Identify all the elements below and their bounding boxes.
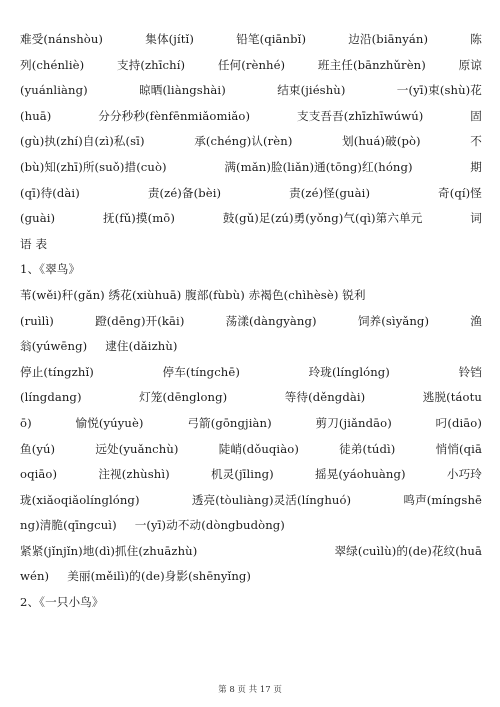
vocab-entry: 铃铛 [458, 364, 482, 379]
vocab-entry: 玲珑(línglóng) [308, 364, 390, 379]
vocab-entry: 责(zé)备(bèi) [147, 185, 222, 200]
text-line [20, 411, 482, 437]
vocab-entry: 固 [470, 108, 482, 123]
vocab-entry: 边沿(biānyán) [348, 32, 429, 46]
vocab-entry: 停止(tíngzhǐ) [20, 364, 94, 379]
text-line [20, 513, 482, 539]
text-line [20, 334, 482, 360]
text-line [20, 53, 482, 79]
vocab-entry: 剪刀(jiǎndāo) [315, 415, 392, 430]
vocab-entry: (huā) [20, 108, 52, 123]
vocab-entry: (guài) [20, 211, 56, 226]
text-line [20, 104, 482, 130]
vocab-entry: ng)清脆(qīngcuì) [20, 518, 117, 533]
vocab-entry: (ruìlì) [20, 313, 54, 328]
vocab-entry: 陈 [470, 32, 482, 46]
vocab-entry: 紧紧(jǐnjǐn)地(dì)抓住(zhuāzhù) [20, 543, 198, 558]
text-line [20, 462, 482, 488]
vocab-entry: 苇(wěi)秆(gǎn) 绣花(xiùhuā) 腹部(fùbù) 赤褐色(chìhèsè) 锐利 [20, 287, 366, 302]
vocab-entry: 饲养(sìyǎng) [357, 313, 430, 328]
text-line [20, 181, 482, 207]
vocab-entry: 灯笼(dēnglong) [139, 390, 228, 405]
text-line [20, 232, 482, 258]
text-line [20, 309, 482, 335]
vocab-entry: 陡峭(dǒuqiào) [218, 441, 299, 456]
vocab-entry: wén) [20, 569, 50, 584]
vocab-entry: 逃脱(táotu [422, 390, 482, 405]
vocab-entry: 翠绿(cuìlù)的(de)花纹(huā [334, 543, 482, 558]
vocab-entry: 满(mǎn)脸(liǎn)通(tōng)红(hóng) [224, 159, 413, 174]
vocabulary-content [20, 27, 482, 616]
vocab-entry: 2、《一只小鸟》 [20, 595, 104, 610]
vocab-entry: oqiāo) [20, 467, 58, 482]
section-heading [20, 590, 482, 616]
text-line [20, 129, 482, 155]
vocab-entry: 原谅 [458, 57, 482, 72]
vocab-entry: 停车(tíngchē) [162, 364, 240, 379]
vocab-entry: 逮住(dǎizhù) [105, 339, 178, 354]
text-line [20, 488, 482, 514]
vocab-entry: 渔 [470, 313, 482, 328]
vocab-entry: 列(chénliè) [20, 57, 85, 72]
vocab-entry: 注视(zhùshì) [98, 467, 170, 482]
text-line [20, 206, 482, 232]
vocab-entry: 不 [470, 134, 482, 149]
section-heading [20, 257, 482, 283]
vocab-entry: 悄悄(qiā [435, 441, 482, 456]
vocab-entry: 抚(fǔ)摸(mō) [103, 211, 176, 226]
vocab-entry: 1、《翠鸟》 [20, 262, 81, 277]
vocab-entry: 任何(rènhé) [217, 57, 286, 72]
page-footer: 第 8 页 共 17 页 [218, 685, 282, 695]
vocab-entry: 荡漾(dàngyàng) [225, 313, 317, 328]
vocab-entry: 愉悦(yúyuè) [75, 415, 144, 430]
vocab-entry: 弓箭(gōngjiàn) [187, 415, 272, 430]
text-line [20, 27, 482, 53]
vocab-entry: (yuánliàng) [20, 83, 88, 98]
vocab-entry: 鼓(gǔ)足(zú)勇(yǒng)气(qì)第六单元 [222, 211, 423, 226]
vocab-entry: 珑(xiǎoqiǎolínglóng) [20, 492, 140, 507]
vocab-entry: 词 [470, 211, 482, 226]
vocab-entry: (bù)知(zhī)所(suǒ)措(cuò) [20, 159, 167, 174]
vocab-entry: 小巧玲 [446, 467, 482, 482]
text-line [20, 360, 482, 386]
text-line [20, 385, 482, 411]
vocab-entry: 支支吾吾(zhīzhīwúwú) [297, 108, 424, 123]
vocab-entry: 承(chéng)认(rèn) [194, 134, 293, 149]
vocab-entry: 鸣声(míngshē [403, 492, 482, 507]
text-line [20, 283, 482, 309]
vocab-entry: (língdang) [20, 390, 82, 405]
vocab-entry: 远处(yuǎnchù) [95, 441, 179, 456]
vocab-entry: 晾晒(liàngshài) [139, 83, 226, 98]
vocab-entry: 美丽(měilì)的(de)身影(shēnyǐng) [67, 569, 252, 584]
vocab-entry: 一(yī)束(shù)花 [396, 83, 482, 98]
vocab-entry: 语 表 [20, 236, 48, 251]
vocab-entry: (gù)执(zhí)自(zì)私(sī) [20, 134, 145, 149]
vocab-entry: 支持(zhīchí) [116, 57, 186, 72]
vocab-entry: 叼(diāo) [435, 415, 482, 430]
text-line [20, 78, 482, 104]
vocab-entry: 结束(jiéshù) [277, 83, 346, 98]
vocab-entry: 摇晃(yáohuàng) [315, 467, 406, 482]
vocab-entry: 铅笔(qiānbǐ) [236, 32, 307, 46]
vocab-entry: 蹬(dēng)开(kāi) [95, 313, 185, 328]
vocab-entry: (qī)待(dài) [20, 185, 80, 200]
vocab-entry: 划(huá)破(pò) [342, 134, 421, 149]
vocab-entry: 难受(nánshòu) [20, 32, 104, 46]
vocab-entry: 等待(děngdài) [284, 390, 366, 405]
vocab-entry: 机灵(jīling) [210, 467, 274, 482]
vocab-entry: 责(zé)怪(guài) [289, 185, 371, 200]
vocab-entry: 期 [470, 159, 482, 174]
vocab-entry: 班主任(bānzhǔrèn) [317, 57, 426, 72]
text-line [20, 437, 482, 463]
text-line [20, 564, 482, 590]
text-line [20, 539, 482, 565]
vocab-entry: 分分秒秒(fènfēnmiǎomiǎo) [98, 108, 251, 123]
vocab-entry: 集体(jítǐ) [145, 32, 194, 46]
vocab-entry: 透亮(tòuliàng)灵活(línghuó) [191, 492, 352, 507]
vocab-entry: ō) [20, 415, 32, 430]
vocab-entry: 徒弟(túdì) [339, 441, 396, 456]
text-line [20, 155, 482, 181]
vocab-entry: 翁(yúwēng) [20, 339, 88, 354]
vocab-entry: 鱼(yú) [20, 441, 56, 456]
vocab-entry: 一(yī)动不动(dòngbudòng) [134, 518, 285, 533]
vocab-entry: 奇(qí)怪 [438, 185, 482, 200]
